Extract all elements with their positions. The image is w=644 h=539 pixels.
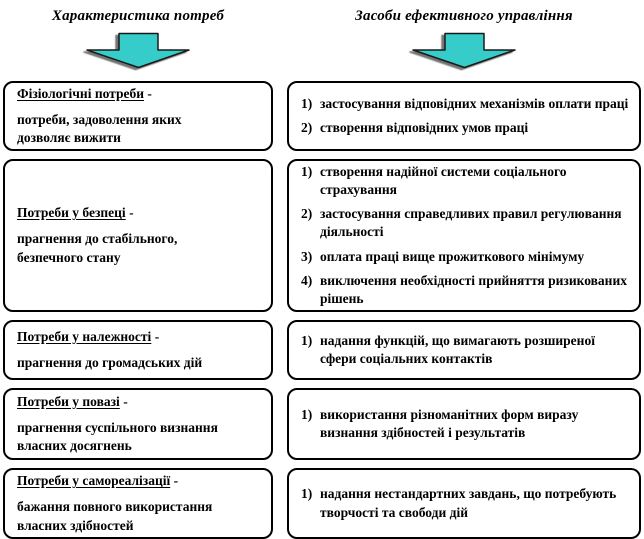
tool-number: 1) bbox=[301, 163, 313, 179]
need-title-text: Потреби у належності bbox=[17, 328, 152, 344]
tool-text: створення відповідних умов праці bbox=[320, 120, 529, 135]
need-title bbox=[17, 204, 237, 222]
tool-item bbox=[301, 163, 631, 199]
column-arrows bbox=[3, 29, 644, 71]
down-arrow-shape bbox=[413, 34, 515, 68]
need-box-1 bbox=[3, 81, 273, 151]
tools-box-2 bbox=[287, 159, 641, 312]
tool-number: 1) bbox=[301, 486, 313, 502]
column-headers bbox=[3, 5, 644, 29]
tool-item bbox=[301, 272, 631, 308]
left-column-header: Характеристика потреб bbox=[51, 8, 225, 24]
need-description: бажання повного використання власних здібностей bbox=[17, 499, 213, 533]
need-description: прагнення до стабільного, безпечного стану bbox=[17, 231, 178, 265]
tool-item bbox=[301, 332, 631, 368]
tool-text: використання різноманітних форм виразу визнання здібностей і результатів bbox=[320, 406, 579, 440]
need-title bbox=[17, 85, 237, 103]
right-column-header: Засоби ефективного управління bbox=[355, 8, 573, 24]
down-arrow-shape bbox=[87, 34, 189, 68]
tool-item bbox=[301, 95, 631, 113]
tools-box-3 bbox=[287, 320, 641, 380]
tool-number: 1) bbox=[301, 95, 313, 111]
tool-item bbox=[301, 119, 631, 137]
left-down-arrow-icon bbox=[3, 29, 273, 71]
tools-box-4 bbox=[287, 388, 641, 460]
diagram-rows bbox=[3, 81, 644, 539]
need-box-4 bbox=[3, 388, 273, 460]
need-description: потреби, задоволення яких дозволяє вижити bbox=[17, 111, 182, 146]
tool-item bbox=[301, 205, 631, 241]
tool-text: застосування відповідних механізмів оплати праці bbox=[320, 95, 629, 111]
need-description: прагнення до громадських дій bbox=[17, 355, 203, 370]
tool-number: 3) bbox=[301, 248, 313, 264]
need-box-2 bbox=[3, 159, 273, 312]
tools-box-1 bbox=[287, 81, 641, 151]
need-title-dash: - bbox=[144, 85, 152, 101]
tool-text: надання нестандартних завдань, що потребують творчості та свободи дій bbox=[320, 486, 617, 520]
need-title-dash: - bbox=[125, 205, 134, 221]
tool-item bbox=[301, 248, 631, 266]
tool-text: оплата праці вище прожиткового мінімуму bbox=[320, 248, 585, 264]
tool-text: створення надійної системи соціального страхування bbox=[320, 163, 567, 197]
tool-number: 4) bbox=[301, 272, 313, 288]
need-box-3 bbox=[3, 320, 273, 380]
need-title-text: Потреби у самореалізації bbox=[17, 473, 171, 489]
tool-item bbox=[301, 485, 631, 521]
tool-number: 1) bbox=[301, 406, 313, 422]
tool-number: 2) bbox=[301, 120, 313, 135]
tool-number: 1) bbox=[301, 332, 313, 348]
tool-number: 2) bbox=[301, 206, 313, 222]
tool-text: застосування справедливих правил регулювання діяльності bbox=[320, 206, 622, 240]
need-title bbox=[17, 393, 237, 411]
need-title-dash: - bbox=[119, 393, 128, 409]
need-title-text: Потреби у безпеці bbox=[17, 205, 126, 221]
tool-text: надання функцій, що вимагають розширеної сфери соціальних контактів bbox=[320, 332, 595, 366]
need-title-text: Потреби у повазі bbox=[17, 393, 120, 409]
need-description: прагнення суспільного визнання власних досягнень bbox=[17, 419, 218, 454]
need-title bbox=[17, 328, 237, 346]
tools-box-5 bbox=[287, 468, 641, 539]
right-down-arrow-icon bbox=[287, 29, 641, 71]
tool-text: виключення необхідності прийняття ризикованих рішень bbox=[320, 272, 627, 307]
need-title-dash: - bbox=[151, 328, 160, 344]
need-title bbox=[17, 472, 237, 490]
need-title-dash: - bbox=[170, 473, 179, 489]
tool-item bbox=[301, 406, 631, 442]
need-title-text: Фізіологічні потреби bbox=[17, 85, 144, 101]
need-box-5 bbox=[3, 468, 273, 539]
